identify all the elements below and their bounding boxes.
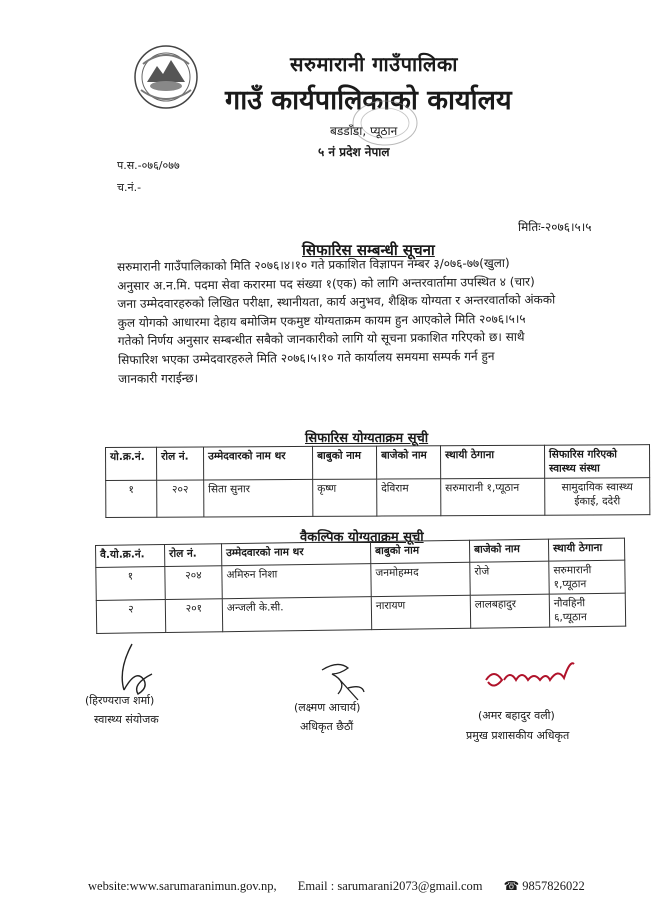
signature-1-title: स्वास्थ्य संयोजक (94, 713, 159, 726)
signature-mark-1 (110, 640, 160, 698)
header-cell: स्थायी ठेगाना (548, 538, 624, 561)
table-cell: सिता सुनार (204, 479, 313, 517)
reference-number: प.स.-०७६/०७७ (117, 159, 180, 172)
notice-title: सिफारिस सम्बन्धी सूचना (302, 241, 435, 259)
alternate-list-table (95, 538, 626, 634)
dispatch-number: च.नं.- (117, 181, 142, 194)
signature-3-title: प्रमुख प्रशासकीय अधिकृत (466, 729, 570, 742)
table-cell: देविराम (377, 479, 441, 516)
office-address: बडडाँडा, प्यूठान (330, 124, 398, 138)
table-cell: २ (96, 600, 165, 634)
signature-3-name: (अमर बहादुर वली) (478, 709, 555, 722)
body-line: कुल योगको आधारमा देहाय बमोजिम एकमुष्ट योग्यताक्रम कायम हुन आएकोले मिति २०७६।५।५ (117, 311, 526, 330)
table-cell: अन्जली के.सी. (222, 597, 371, 632)
email-link[interactable]: Email : sarumarani2073@gmail.com (297, 879, 483, 893)
header-cell: बाबुको नाम (312, 446, 376, 479)
table-cell: रोजे (470, 561, 549, 595)
table-cell: नौवहिनी ६,प्यूठान (549, 593, 625, 627)
table-cell: २०४ (165, 566, 222, 600)
header-cell: स्थायी ठेगाना (440, 445, 544, 479)
table-cell: सामुदायिक स्वास्थ्य ईकाई, ददेरी (545, 478, 650, 516)
table-header-row (106, 445, 650, 481)
header-cell: बाजेको नाम (469, 539, 548, 562)
table-cell: २०२ (157, 480, 204, 517)
alternate-list-title: वैकल्पिक योग्यताक्रम सूची (300, 530, 424, 545)
body-line: सिफारिश भएका उम्मेदवारहरुले मिति २०७६।५।१० गते कार्यालय समयमा सम्पर्क गर्न हुन (117, 349, 495, 367)
body-line: जानकारी गराईन्छ। (118, 370, 199, 386)
header-cell: सिफारिस गरिएको स्वास्थ्य संस्था (544, 445, 649, 479)
header-cell: यो.क्र.नं. (106, 447, 157, 480)
body-line: जना उम्मेदवारहरुको लिखित परीक्षा, स्थानीयता, कार्य अनुभव, शैक्षिक योग्यता र अन्तरवार्ताको अंकको (117, 292, 556, 312)
province-line: ५ नं प्रदेश नेपाल (318, 145, 390, 159)
recommended-list-title: सिफारिस योग्यताक्रम सूची (305, 431, 429, 446)
header-cell: रोल नं. (165, 544, 222, 567)
table-cell: १ (106, 480, 157, 517)
nepal-emblem-logo (133, 44, 199, 110)
signature-2-name: (लक्ष्मण आचार्य) (294, 701, 361, 714)
body-line: सरुमारानी गाउँपालिकाको मिति २०७६।४।१० गते प्रकाशित विज्ञापन नम्बर ३/०७६-७७(खुला) (117, 255, 510, 274)
header-cell: वै.यो.क्र.नं. (96, 545, 165, 568)
table-cell: नारायण (371, 595, 470, 629)
table-cell: कृष्ण (313, 479, 377, 516)
table-row (96, 593, 625, 633)
signature-1-name: (हिरण्यराज शर्मा) (85, 694, 155, 707)
table-cell: सरुमारानी १,प्यूठान (441, 478, 545, 516)
footer-contact (88, 878, 603, 894)
recommended-list-table (105, 444, 650, 518)
table-row (106, 478, 650, 518)
header-cell: उम्मेदवारको नाम थर (204, 446, 313, 480)
table-cell: लालबहादुर (470, 594, 549, 628)
office-title: गाउँ कार्यपालिकाको कार्यालय (225, 85, 512, 116)
table-cell: सरुमारानी १,प्यूठान (549, 560, 625, 594)
body-line: गतेको निर्णय अनुसार सम्बन्धीत सबैको जानकारीको लागि यो सूचना प्रकाशित गरिएको छ। साथै (117, 330, 525, 349)
header-cell: बाजेको नाम (376, 446, 440, 479)
municipality-name: सरुमारानी गाउँपालिका (290, 52, 458, 76)
website-link[interactable]: website:www.sarumaranimun.gov.np, (88, 879, 277, 893)
signature-2-title: अधिकृत छैठौं (300, 720, 354, 733)
header-cell: बाबुको नाम (370, 540, 469, 563)
signature-mark-2 (318, 660, 368, 702)
notice-date: मितिः-२०७६।५।५ (518, 220, 592, 234)
header-cell: उम्मेदवारको नाम थर (221, 542, 370, 566)
phone-number: ☎ 9857826022 (503, 879, 585, 893)
table-cell: १ (96, 567, 165, 601)
body-line: अनुसार अ.न.मि. पदमा सेवा करारमा पद संख्या १(एक) को लागि अन्तरवार्तामा उपस्थित ४ (चार) (117, 274, 535, 293)
header-cell: रोल नं. (157, 447, 204, 480)
notice-body (117, 252, 648, 388)
table-cell: जनमोहम्मद (371, 562, 470, 596)
signature-mark-3 (480, 650, 580, 700)
table-cell: २०१ (165, 599, 222, 633)
table-cell: अमिरुन निशा (222, 564, 371, 599)
